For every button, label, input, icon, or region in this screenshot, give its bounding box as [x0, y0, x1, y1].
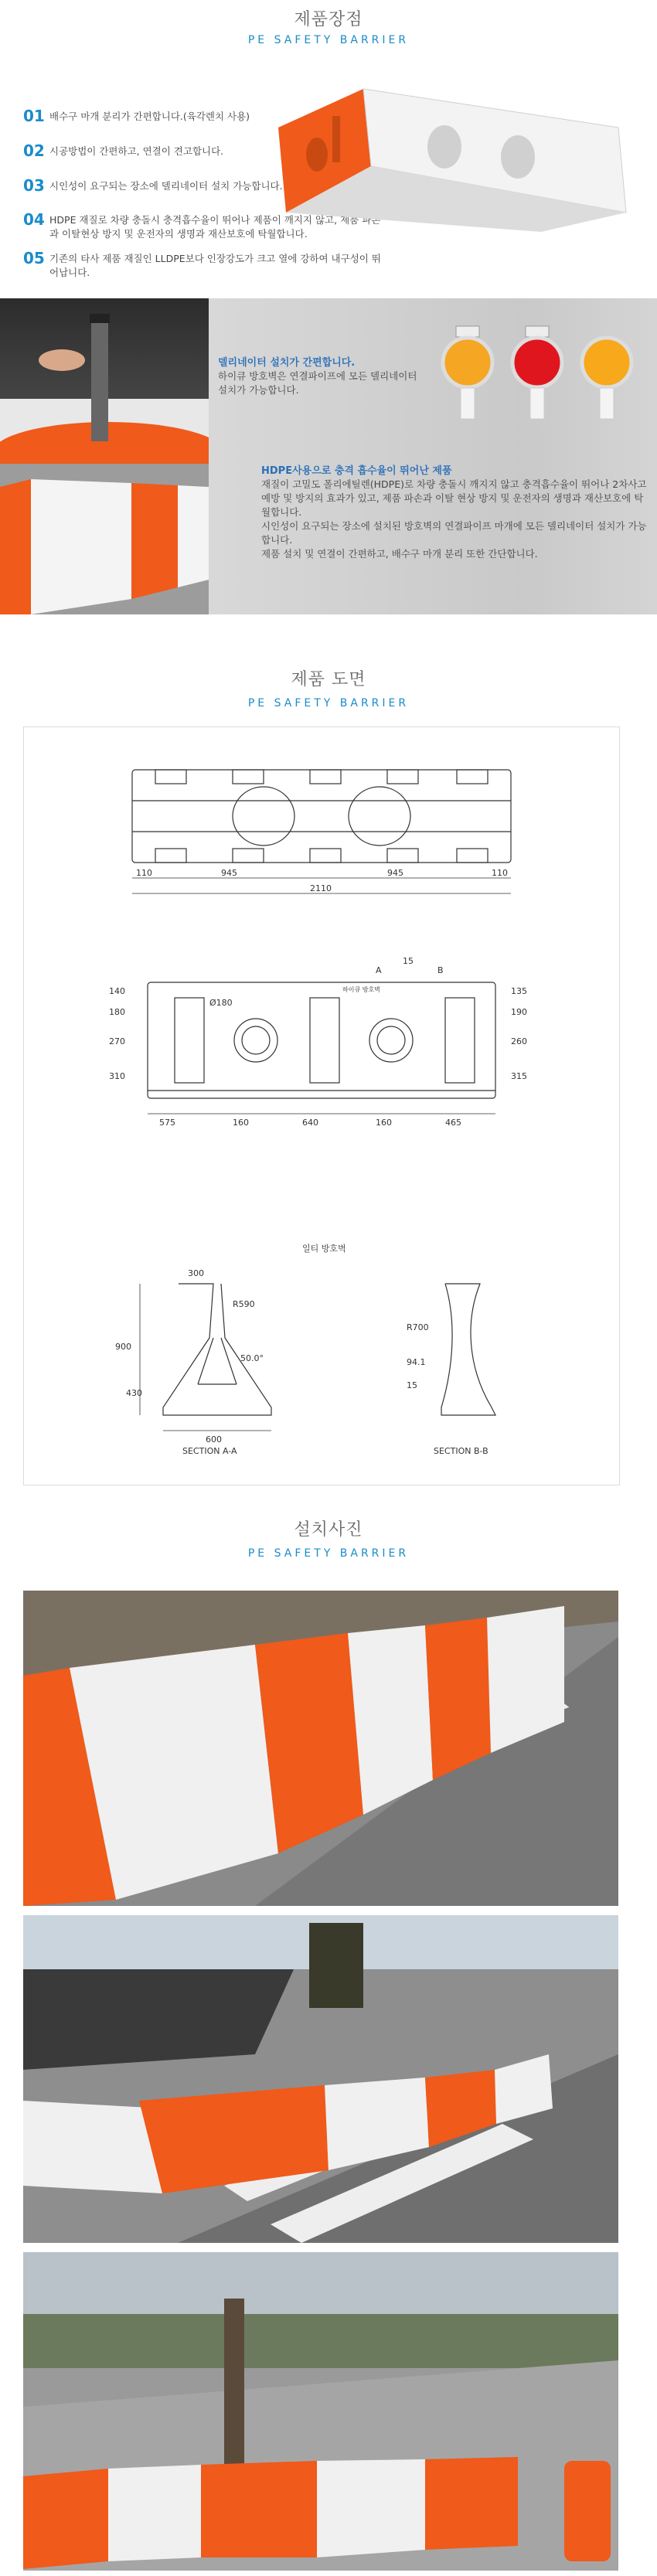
delineator-yellow — [582, 338, 631, 419]
section-b-caption: SECTION B-B — [434, 1446, 488, 1456]
feature-text: 배수구 마개 분리가 간편합니다.(육각렌치 사용) — [49, 111, 250, 122]
feature-text: 기존의 타사 제품 재질인 LLDPE보다 인장강도가 크고 열에 강하여 내구성이 뛰어납니다. — [49, 253, 381, 278]
dim-right-190: 190 — [511, 1007, 527, 1017]
dim-110-right: 110 — [492, 868, 508, 878]
delineator-install-photo — [0, 298, 209, 464]
drawing-subtitle: PE SAFETY BARRIER — [247, 697, 410, 710]
section-b-marker: B — [437, 965, 444, 975]
sec-a-dim-300: 300 — [188, 1268, 204, 1278]
panel-text-hdpe: 재질이 고밀도 폴리에틸렌(HDPE)로 차량 충돌시 깨지지 않고 충격흡수율이 뛰어나 2차사고 예방 및 방지의 효과가 있고, 제품 파손과 이탈 현상 방지 및 운전자의 생명과 재산보호에 탁월합니다. — [261, 478, 647, 518]
panel-text-delineator: 하이큐 방호벽은 연결파이프에 모든 델리네이터 설치가 가능합니다. — [218, 370, 417, 396]
dim-left-270: 270 — [109, 1036, 125, 1046]
dim-640: 640 — [302, 1118, 318, 1128]
install-photo-3-illustration — [23, 2252, 618, 2571]
hand-pipe-illustration — [0, 298, 209, 464]
dim-left-180: 180 — [109, 1007, 125, 1017]
install-photo-2-illustration — [23, 1915, 618, 2243]
delineator-orange — [443, 326, 492, 419]
panel-text-install: 제품 설치 및 연결이 간편하고, 배수구 마개 분리 또한 간단합니다. — [261, 548, 538, 560]
feature-number: 01 — [23, 107, 45, 125]
sec-b-dim-15: 15 — [407, 1380, 417, 1390]
install-title: 설치사진 — [294, 1520, 363, 1540]
section-view-title: 일티 방호벽 — [302, 1244, 346, 1254]
features-subtitle: PE SAFETY BARRIER — [247, 34, 410, 46]
dim-945-left: 945 — [221, 868, 237, 878]
dim-575: 575 — [159, 1118, 175, 1128]
feature-number: 05 — [23, 249, 45, 267]
feature-number: 03 — [23, 176, 45, 195]
install-photo-2 — [23, 1915, 618, 2243]
hole-diameter-label: Ø180 — [209, 998, 233, 1008]
install-photo-1 — [23, 1591, 618, 1906]
dim-160-b: 160 — [376, 1118, 392, 1128]
drawing-svg — [24, 727, 619, 1485]
panel-heading-hdpe: HDPE사용으로 충격 흡수율이 뛰어난 제품 — [261, 465, 452, 477]
drawing-logo-text: 하이큐 방호벽 — [342, 986, 380, 993]
barrier-row-illustration — [0, 464, 209, 614]
section-a-marker: A — [376, 965, 382, 975]
sec-a-dim-r590: R590 — [233, 1299, 255, 1309]
install-photo-3 — [23, 2252, 618, 2571]
install-photo-1-illustration — [23, 1591, 618, 1906]
dim-right-260: 260 — [511, 1036, 527, 1046]
feature-text: 시인성이 요구되는 장소에 델리네이터 설치 가능합니다. — [49, 180, 283, 192]
barrier-row-photo — [0, 464, 209, 614]
sec-a-dim-900: 900 — [115, 1342, 131, 1352]
dim-2110: 2110 — [310, 883, 332, 893]
sec-a-dim-angle: 50.0° — [240, 1353, 264, 1363]
delineator-lights-image — [441, 320, 642, 428]
dim-left-140: 140 — [109, 986, 125, 996]
dim-465: 465 — [445, 1118, 461, 1128]
features-title: 제품장점 — [294, 10, 363, 29]
install-subtitle: PE SAFETY BARRIER — [247, 1547, 410, 1560]
sec-a-dim-430: 430 — [126, 1388, 142, 1398]
dim-160-a: 160 — [233, 1118, 249, 1128]
feature-text: 시공방법이 간편하고, 연결이 견고합니다. — [49, 145, 224, 157]
panel-text-visibility: 시인성이 요구되는 장소에 설치된 방호벽의 연결파이프 마개에 모든 델리네이터 설치가 가능합니다. — [261, 520, 647, 546]
delineator-red — [512, 326, 562, 419]
technical-drawing — [23, 727, 620, 1485]
feature-text: HDPE 재질로 차량 충돌시 충격흡수율이 뛰어나 제품이 깨지지 않고, 제품 파손과 이탈현상 방지 및 운전자의 생명과 재산보호에 탁월합니다. — [49, 214, 381, 240]
dim-110-left: 110 — [136, 868, 152, 878]
feature-number: 02 — [23, 141, 45, 160]
sec-b-dim-r700: R700 — [407, 1322, 429, 1332]
dim-945-right: 945 — [387, 868, 403, 878]
feature-number: 04 — [23, 210, 45, 229]
dim-top-15: 15 — [403, 956, 414, 966]
sec-a-dim-600: 600 — [206, 1434, 222, 1445]
sec-b-dim-94: 94.1 — [407, 1357, 426, 1367]
dim-right-315: 315 — [511, 1071, 527, 1081]
panel-heading-delineator: 델리네이터 설치가 간편합니다. — [218, 357, 356, 369]
drawing-title: 제품 도면 — [291, 670, 366, 689]
info-panel — [209, 298, 657, 614]
section-a-caption: SECTION A-A — [182, 1446, 237, 1456]
barrier-product-image — [271, 81, 634, 236]
dim-left-310: 310 — [109, 1071, 125, 1081]
dim-right-135: 135 — [511, 986, 527, 996]
